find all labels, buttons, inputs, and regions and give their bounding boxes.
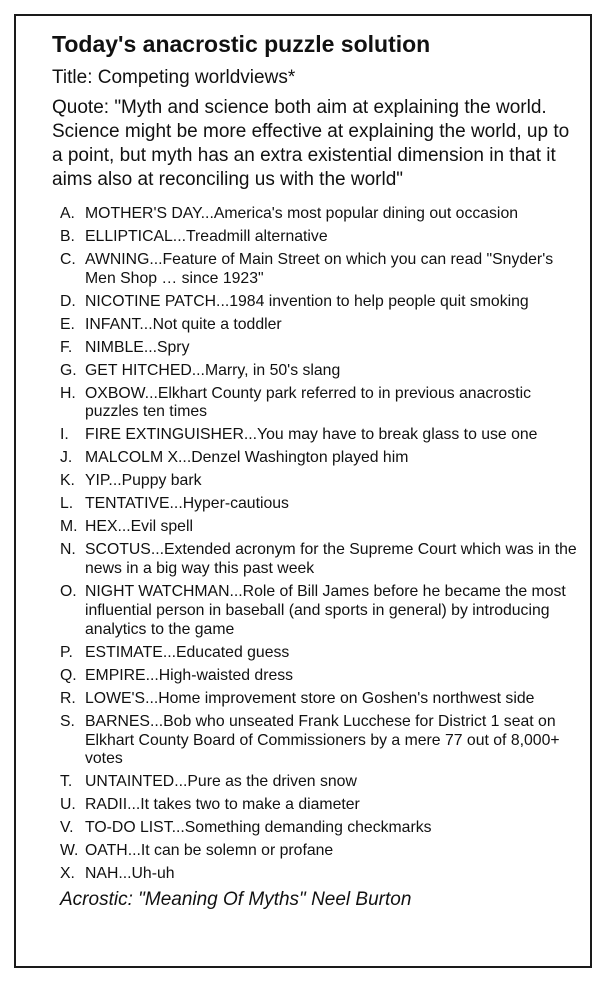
clue-letter: R. [60,689,76,707]
puzzle-title: Title: Competing worldviews* [52,67,296,88]
clue-text: AWNING...Feature of Main Street on which you can read "Snyder's Men Shop … since 1923" [85,250,554,287]
clue-item [52,690,578,709]
clue-text: INFANT...Not quite a toddler [85,315,282,333]
clue-item [52,583,578,639]
clue-letter: B. [60,227,75,245]
clue-letter: C. [60,250,76,268]
clue-text: BARNES...Bob who unseated Frank Lucchese for District 1 seat on Elkhart County Board of Commissioners by a mere 77 out of 8,000+ votes [85,712,560,768]
clue-item [52,541,578,579]
clue-letter: K. [60,472,75,490]
clue-text: NICOTINE PATCH...1984 invention to help people quit smoking [85,292,529,310]
clue-item [52,796,578,815]
clue-text: NIGHT WATCHMAN...Role of Bill James before he became the most influential person in baseball (and sports in general) by introducing analytics to the game [85,583,566,638]
clue-text: LOWE'S...Home improvement store on Goshen's northwest side [85,689,535,707]
clue-letter: Q. [60,666,77,684]
clue-letter: U. [60,796,76,814]
puzzle-solution [52,30,592,912]
clue-text: FIRE EXTINGUISHER...You may have to break glass to use one [85,426,538,444]
puzzle-quote: Quote: "Myth and science both aim at explaining the world. Science might be more effective at explaining the world, up to a point, but myth has an extra existential dimension in that it aims also at reconciling us with the world" [52,97,570,190]
clue-item [52,339,578,358]
clue-letter: I. [60,426,69,444]
clue-item [52,518,578,537]
clue-text: RADII...It takes two to make a diameter [85,796,360,814]
clue-text: HEX...Evil spell [85,518,193,536]
clue-item [52,228,578,247]
clue-text: GET HITCHED...Marry, in 50's slang [85,361,341,379]
clue-item [52,472,578,491]
clue-text: OXBOW...Elkhart County park referred to in previous anacrostic puzzles ten times [85,384,532,421]
clue-item [52,819,578,838]
clue-letter: W. [60,842,79,860]
clue-text: OATH...It can be solemn or profane [85,842,334,860]
clue-item [52,667,578,686]
clue-item [52,773,578,792]
clue-text: TO-DO LIST...Something demanding checkmarks [85,819,432,837]
clue-item [52,385,578,423]
clue-item [52,251,578,289]
clue-letter: J. [60,449,73,467]
clue-text: SCOTUS...Extended acronym for the Supreme Court which was in the news in a big way this past week [85,541,577,578]
clue-letter: V. [60,819,74,837]
clue-letter: M. [60,518,78,536]
clue-item [52,713,578,769]
clue-letter: N. [60,541,76,559]
clue-text: MOTHER'S DAY...America's most popular dining out occasion [85,205,519,222]
clue-item [52,495,578,514]
clue-letter: D. [60,292,76,310]
clue-letter: S. [60,712,75,730]
clue-list [52,205,578,884]
clue-item [52,842,578,861]
clue-item [52,316,578,335]
clue-text: ELLIPTICAL...Treadmill alternative [85,227,328,245]
clue-letter: O. [60,583,77,601]
clue-letter: L. [60,495,74,513]
clue-text: NAH...Uh-uh [85,865,175,883]
clue-letter: T. [60,773,73,791]
clue-letter: H. [60,384,76,402]
clue-item [52,865,578,884]
clue-text: UNTAINTED...Pure as the driven snow [85,773,357,791]
clue-letter: P. [60,643,73,661]
clue-text: ESTIMATE...Educated guess [85,643,290,661]
clue-letter: G. [60,361,77,379]
clue-letter: E. [60,315,75,333]
clue-text: NIMBLE...Spry [85,338,190,356]
clue-item [52,362,578,381]
page-title: Today's anacrostic puzzle solution [52,31,431,57]
clue-item [52,293,578,312]
clue-item [52,426,578,445]
clue-text: TENTATIVE...Hyper-cautious [85,495,289,513]
clue-letter: A. [60,205,75,222]
clue-item [52,644,578,663]
clue-text: YIP...Puppy bark [85,472,202,490]
clue-text: EMPIRE...High-waisted dress [85,666,294,684]
clue-item [52,205,578,224]
clue-letter: F. [60,338,73,356]
acrostic-answer: Acrostic: "Meaning Of Myths" Neel Burton [60,889,412,911]
clue-letter: X. [60,865,75,883]
clue-item [52,449,578,468]
clue-text: MALCOLM X...Denzel Washington played him [85,449,409,467]
